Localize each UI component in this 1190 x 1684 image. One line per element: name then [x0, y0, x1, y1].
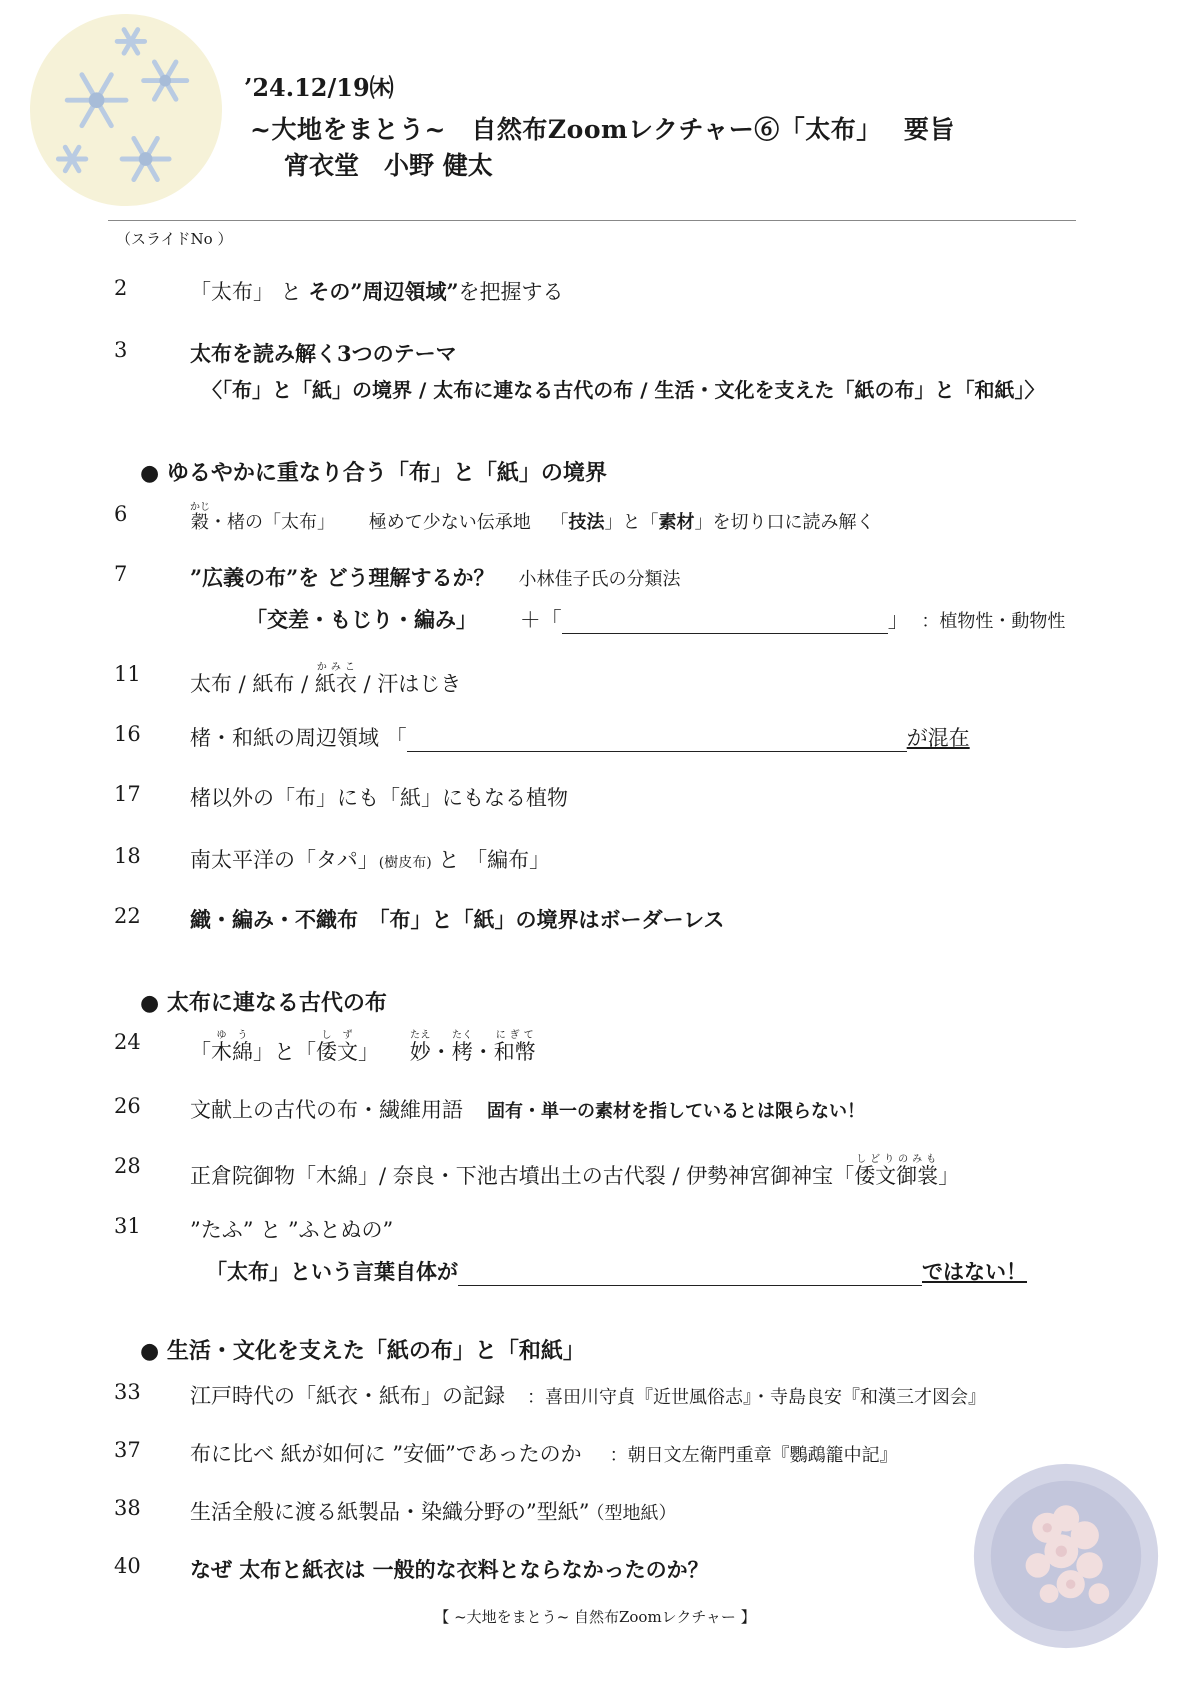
item-text-bold: 織・編み・不織布 「布」と「紙」の境界はボーダーレス [190, 907, 725, 932]
slide-number-label: （スライドNo ） [116, 230, 233, 248]
ruby-text: 栲たく [451, 1030, 473, 1064]
ruby-text: 和幣にぎて [493, 1030, 536, 1064]
item-text: 江戸時代の「紙衣・紙布」の記録 [190, 1384, 505, 1408]
item-note: ：喜田川守貞『近世風俗志』・寺島良安『和漢三才図会』 [527, 1387, 986, 1408]
slide-number: 16 [114, 722, 141, 746]
item-note: (樹皮布) [378, 855, 432, 871]
slide-number: 38 [114, 1496, 141, 1520]
fill-in-blank [562, 613, 888, 634]
item-text: 布に比べ 紙が如何に ”安価”であったのか [190, 1442, 582, 1466]
ruby-text: 穀かじ [190, 502, 210, 533]
lecture-date: ’24.12/19㈭ [244, 73, 394, 102]
slide-number: 11 [114, 662, 141, 686]
ruby-text: 倭文しず [316, 1030, 358, 1064]
slide-number: 6 [114, 502, 128, 526]
fill-in-blank [458, 1265, 922, 1286]
item-note: ：朝日文左衛門重章『鸚鵡籠中記』 [609, 1445, 898, 1466]
slide-number: 3 [114, 338, 128, 362]
item-note: 小林佳子氏の分類法 [518, 569, 681, 590]
item-text-bold: なぜ 太布と紙衣は 一般的な衣料とならなかったのか？ [190, 1557, 709, 1582]
keyword-material: 素材 [658, 512, 695, 533]
section-heading: ● ゆるやかに重なり合う「布」と「紙」の境界 [140, 460, 607, 486]
slide-number: 17 [114, 782, 141, 806]
slide-number: 18 [114, 844, 141, 868]
item-text: ”たふ” と ”ふとぬの” [190, 1218, 394, 1242]
themes-list: 〈「布」と「紙」の境界 / 太布に連なる古代の布 / 生活・文化を支えた「紙の布」と「和紙」〉 [202, 378, 1045, 402]
section-heading: ● 生活・文化を支えた「紙の布」と「和紙」 [140, 1338, 585, 1364]
item-text: 「太布」 と [190, 280, 309, 304]
item-text: ・楮の「太布」 [209, 512, 335, 533]
keyword-technique: 技法 [568, 512, 605, 533]
item-text: 生活全般に渡る紙製品・染織分野の”型紙” [190, 1500, 590, 1524]
slide-number: 33 [114, 1380, 141, 1404]
item-note: ：植物性・動物性 [921, 611, 1066, 632]
item-text-bold: ”広義の布”を どう理解するか？ [190, 565, 495, 590]
slide-number: 24 [114, 1030, 141, 1054]
slide-number: 31 [114, 1214, 141, 1238]
ruby-text: 紙衣かみこ [314, 662, 357, 696]
slide-number: 28 [114, 1154, 141, 1178]
fill-in-statement: 「太布」という言葉自体が ではない！ [206, 1259, 1027, 1284]
fill-in-blank [407, 731, 907, 752]
item-text: 楮・和紙の周辺領域 「 [190, 726, 407, 750]
lecture-title: ~大地をまとう~ 自然布Zoomレクチャー⑥「太布」 要旨 [250, 115, 955, 144]
slide-number: 2 [114, 276, 128, 300]
ruby-text: 木綿ゆう [211, 1030, 253, 1064]
item-text: を把握する [458, 280, 564, 304]
item-text: 文献上の古代の布・繊維用語 [190, 1098, 463, 1122]
classification-line: 「交差・もじり・編み」 ＋「 」 ：植物性・動物性 [246, 607, 1066, 632]
item-text: が混在 [906, 726, 970, 750]
item-note: 固有・単一の素材を指しているとは限らない！ [487, 1101, 865, 1122]
slide-number: 7 [114, 562, 128, 586]
item-text-bold: その”周辺領域” [308, 279, 459, 304]
slide-number: 26 [114, 1094, 141, 1118]
footer: 【 ~大地をまとう~ 自然布Zoomレクチャー 】 [434, 1608, 756, 1626]
item-text-bold: 太布を読み解く3つのテーマ [190, 341, 457, 366]
item-note: （型地紙） [595, 1503, 677, 1524]
ruby-text: 倭文御裳しどりのみも [854, 1154, 939, 1188]
slide-number: 37 [114, 1438, 141, 1462]
header-divider [108, 220, 1076, 221]
snowflake-decoration-icon [28, 12, 224, 208]
section-heading: ● 太布に連なる古代の布 [140, 990, 387, 1016]
item-text: 極めて少ない伝承地 [368, 512, 531, 533]
slide-number: 22 [114, 904, 141, 928]
item-text: 楮以外の「布」にも「紙」にもなる植物 [190, 786, 568, 810]
item-text-bold: 「交差・もじり・編み」 [246, 607, 477, 632]
slide-number: 40 [114, 1554, 141, 1578]
author-name: 宵衣堂 小野 健太 [284, 151, 493, 180]
ruby-text: 妙たえ [409, 1030, 431, 1064]
